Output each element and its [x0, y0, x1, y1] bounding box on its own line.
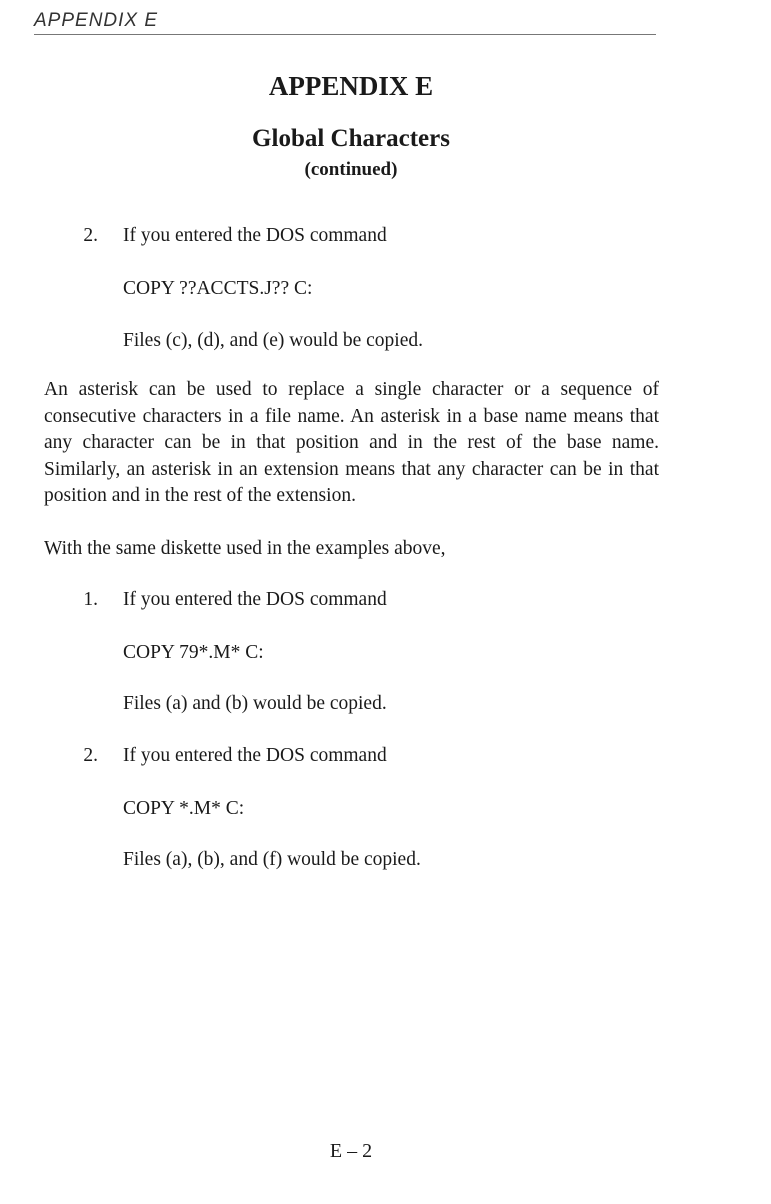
section-title: Global Characters [252, 125, 450, 152]
intro-line: With the same diskette used in the examples above, [44, 538, 446, 559]
list-item-text: If you entered the DOS command [123, 745, 387, 766]
list-item-number: 2. [83, 745, 98, 766]
dos-command: COPY ??ACCTS.J?? C: [123, 278, 313, 299]
page-number: E – 2 [329, 1140, 373, 1162]
dos-command: COPY 79*.M* C: [123, 642, 264, 663]
list-item-text: If you entered the DOS command [123, 589, 387, 610]
list-item-result: Files (a), (b), and (f) would be copied. [123, 849, 421, 870]
body-paragraph: An asterisk can be used to replace a single character or a sequence of consecutive characters in a file name. An asterisk in a base name means that any character can be in that position and in the rest of the base name. Similarly, an asterisk in an extension means that any character can be in that position and in the rest of the extension. [44, 379, 659, 506]
continued-label: (continued) [304, 159, 398, 180]
list-item-number: 1. [83, 589, 98, 610]
dos-command: COPY *.M* C: [123, 798, 245, 819]
list-item-number: 2. [83, 225, 98, 246]
running-head: APPENDIX E [34, 10, 656, 35]
list-item-text: If you entered the DOS command [123, 225, 387, 246]
list-item-result: Files (c), (d), and (e) would be copied. [123, 330, 423, 351]
page-title: APPENDIX E [268, 71, 434, 101]
list-item-result: Files (a) and (b) would be copied. [123, 693, 387, 714]
